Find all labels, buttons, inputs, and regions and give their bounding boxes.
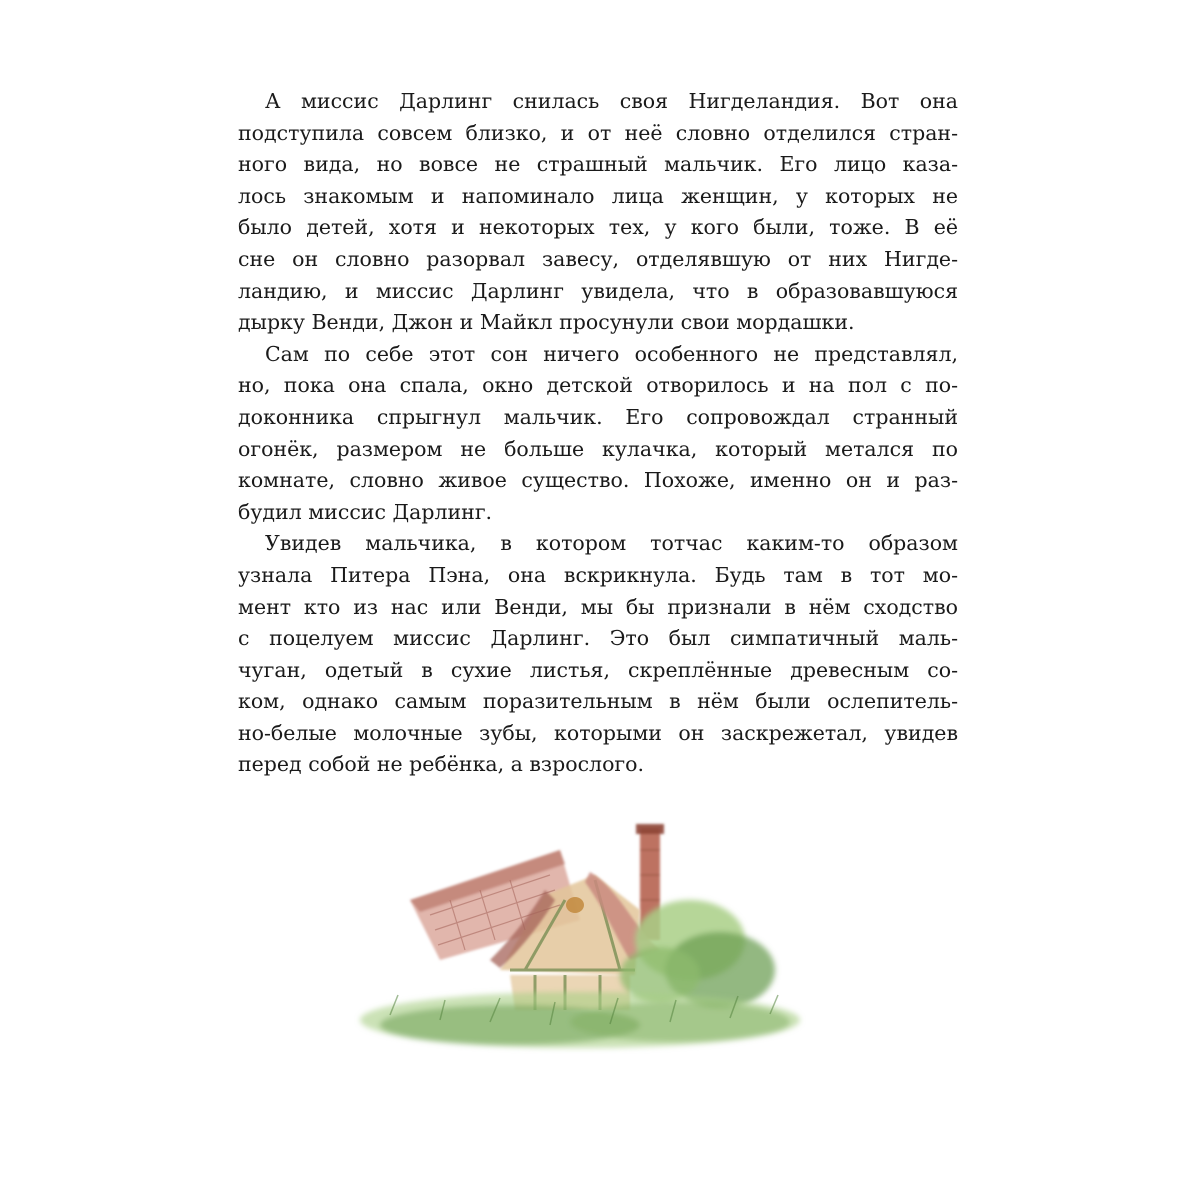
text-line: узнала Питера Пэна, она вскрикнула. Будь там в тот мо- <box>238 562 958 587</box>
text-line: ландию, и миссис Дарлинг увидела, что в образовавшуюся <box>238 278 958 303</box>
paragraph-1 <box>238 86 958 339</box>
text-line: комнате, словно живое существо. Похоже, именно он и раз- <box>238 468 958 493</box>
paragraph-2 <box>238 339 958 529</box>
text-line: было детей, хотя и некоторых тех, у кого были, тоже. В её <box>238 215 958 240</box>
text-line: чуган, одетый в сухие листья, скреплённые древесным со- <box>238 657 958 682</box>
text-line: Увидев мальчика, в котором тотчас каким-то образом <box>265 531 958 556</box>
grass <box>360 992 800 1048</box>
text-line: Сам по себе этот сон ничего особенного не представлял, <box>265 341 958 366</box>
text-line: доконника спрыгнул мальчик. Его сопровождал странный <box>238 404 958 429</box>
text-line: ком, однако самым поразительным в нём были ослепитель- <box>238 689 958 714</box>
text-line: мент кто из нас или Венди, мы бы признали в нём сходство <box>238 594 958 619</box>
cottage-icon <box>350 800 810 1060</box>
page-text <box>238 86 958 781</box>
round-window <box>566 897 584 913</box>
text-line: лось знакомым и напоминало лица женщин, у которых не <box>238 183 958 208</box>
text-line: будил миссис Дарлинг. <box>238 499 493 524</box>
text-line: перед собой не ребёнка, а взрослого. <box>238 752 645 777</box>
text-line: огонёк, размером не больше кулачка, который метался по <box>238 436 958 461</box>
text-line: но-белые молочные зубы, которыми он заскрежетал, увидев <box>238 720 958 745</box>
text-line: сне он словно разорвал завесу, отделявшую от них Нигде- <box>238 246 958 271</box>
watercolor-cottage-illustration <box>350 800 810 1060</box>
text-line: дырку Венди, Джон и Майкл просунули свои мордашки. <box>238 310 855 335</box>
text-line: подступила совсем близко, и от неё словно отделился стран- <box>238 120 958 145</box>
text-line: но, пока она спала, окно детской отворилось и на пол с по- <box>238 373 958 398</box>
paragraph-3 <box>238 528 958 781</box>
text-line: ного вида, но вовсе не страшный мальчик. Его лицо каза- <box>238 152 958 177</box>
text-line: с поцелуем миссис Дарлинг. Это был симпатичный маль- <box>238 626 958 651</box>
text-line: А миссис Дарлинг снилась своя Нигделандия. Вот она <box>265 89 958 113</box>
